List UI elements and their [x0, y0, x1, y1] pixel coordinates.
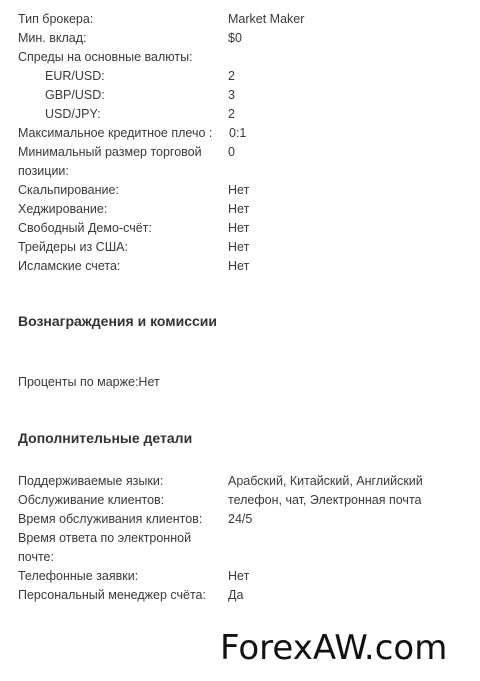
- min-position-value: 0: [228, 145, 235, 159]
- phone-orders-label: Телефонные заявки:: [18, 569, 139, 583]
- us-traders-row: [18, 238, 470, 257]
- us-traders-label: Трейдеры из США:: [18, 240, 128, 254]
- islamic-label: Исламские счета:: [18, 259, 121, 273]
- broker-type-value: Market Maker: [228, 12, 305, 26]
- islamic-value: Нет: [228, 259, 250, 273]
- languages-label: Поддерживаемые языки:: [18, 474, 164, 488]
- personal-manager-label: Персональный менеджер счёта:: [18, 588, 206, 602]
- spread-value: 3: [228, 88, 235, 102]
- demo-label: Свободный Демо-счёт:: [18, 221, 152, 235]
- phone-orders-value: Нет: [228, 569, 250, 583]
- details-section-title: Дополнительные детали: [18, 430, 193, 446]
- support-hours-value: 24/5: [228, 512, 253, 526]
- spread-row-gbpusd: [18, 86, 470, 105]
- email-response-label: Время ответа по электронной почте:: [18, 531, 192, 564]
- hedging-label: Хеджирование:: [18, 202, 108, 216]
- spread-value: 2: [228, 107, 235, 121]
- scalping-value: Нет: [228, 183, 250, 197]
- support-label: Обслуживание клиентов:: [18, 493, 165, 507]
- margin-interest-text: Проценты по марже:Нет: [18, 375, 160, 389]
- support-value: телефон, чат, Электронная почта: [228, 493, 422, 507]
- spread-row-eurusd: [18, 67, 470, 86]
- demo-row: [18, 219, 470, 238]
- leverage-label: Максимальное кредитное плечо :: [18, 126, 213, 140]
- broker-type-row: [18, 10, 470, 29]
- support-row: [18, 491, 470, 510]
- phone-orders-row: [18, 567, 470, 586]
- leverage-value: 0:1: [229, 126, 247, 140]
- leverage-row: [18, 124, 470, 143]
- spread-value: 2: [228, 69, 235, 83]
- spread-row-usdjpy: [18, 105, 470, 124]
- languages-value: Арабский, Китайский, Английский: [228, 474, 423, 488]
- personal-manager-row: [18, 586, 470, 605]
- rewards-section-title: Вознаграждения и комиссии: [18, 313, 218, 329]
- watermark-logo: ForexAW.com: [220, 628, 448, 668]
- min-deposit-row: [18, 29, 470, 48]
- spreads-label: Спреды на основные валюты:: [18, 50, 193, 64]
- spreads-header-row: [18, 48, 470, 67]
- spread-pair-label: GBP/USD:: [45, 88, 105, 102]
- islamic-row: [18, 257, 470, 276]
- scalping-row: [18, 181, 470, 200]
- min-deposit-value: $0: [228, 31, 242, 45]
- scalping-label: Скальпирование:: [18, 183, 119, 197]
- demo-value: Нет: [228, 221, 250, 235]
- support-hours-label: Время обслуживания клиентов:: [18, 512, 203, 526]
- hedging-value: Нет: [228, 202, 250, 216]
- broker-type-label: Тип брокера:: [18, 12, 94, 26]
- hedging-row: [18, 200, 470, 219]
- min-position-label: Минимальный размер торговой позиции:: [18, 145, 202, 178]
- us-traders-value: Нет: [228, 240, 250, 254]
- spread-pair-label: USD/JPY:: [45, 107, 101, 121]
- spread-pair-label: EUR/USD:: [45, 69, 105, 83]
- personal-manager-value: Да: [228, 588, 244, 602]
- languages-row: [18, 472, 470, 491]
- support-hours-row: [18, 510, 470, 529]
- min-deposit-label: Мин. вклад:: [18, 31, 87, 45]
